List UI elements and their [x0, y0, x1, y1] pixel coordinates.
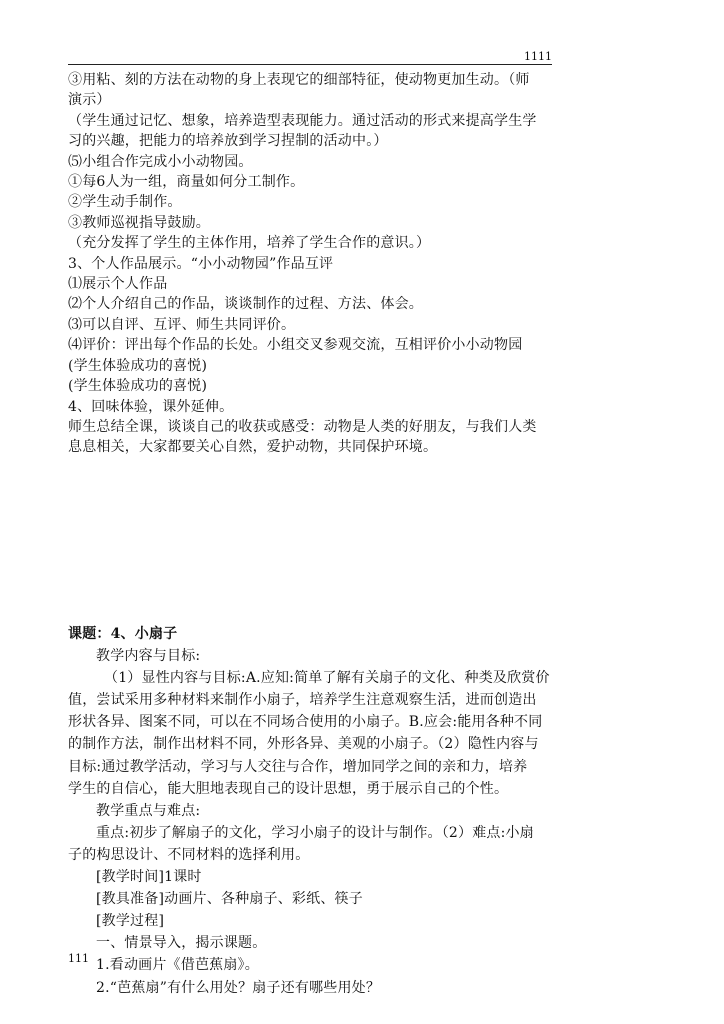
text-line: ⑸小组合作完成小小动物园。 [68, 153, 253, 170]
text-line: ③教师巡视指导鼓励。 [68, 214, 210, 231]
step-item: 1.看动画片《借芭蕉扇》。 [96, 957, 259, 974]
text-line: 值，尝试采用多种材料来制作小扇子，培养学生注意观察生活，进而创造出 [68, 692, 537, 709]
footer-page-number: 111 [68, 952, 89, 965]
text-line: 师生总结全课，谈谈自己的收获或感受：动物是人类的好朋友，与我们人类 [68, 418, 537, 435]
teaching-process: [教学过程] [96, 913, 165, 930]
objectives-heading: 教学内容与目标: [96, 648, 201, 665]
text-line: 息息相关，大家都要关心自然，爱护动物，共同保护环境。 [68, 439, 438, 456]
text-line: 子的构思设计、不同材料的选择利用。 [68, 846, 310, 863]
step-heading: 一、情景导入，揭示课题。 [96, 935, 267, 952]
lesson-fan [68, 623, 558, 999]
text-line: 学生的自信心，能大胆地表现自己的设计思想，勇于展示自己的个性。 [68, 780, 509, 797]
text-line: 重点:初步了解扇子的文化，学习小扇子的设计与制作。（2）难点:小扇 [96, 824, 534, 841]
text-line: ①每6人为一组，商量如何分工制作。 [68, 174, 305, 191]
text-line: 的制作方法，制作出材料不同，外形各异、美观的小扇子。（2）隐性内容与 [68, 736, 539, 753]
text-line: 形状各异、图案不同，可以在不同场合使用的小扇子。B.应会:能用各种不同 [68, 714, 543, 731]
text-line: (学生体验成功的喜悦) [68, 357, 208, 374]
step-item: 2.“芭蕉扇”有什么用处？扇子还有哪些用处？ [96, 979, 381, 996]
text-line: ③用粘、刻的方法在动物的身上表现它的细部特征，使动物更加生动。（师 [68, 72, 530, 88]
text-line: ⑶可以自评、互评、师生共同评价。 [68, 316, 296, 333]
text-line: 3、个人作品展示。“小小动物园”作品互评 [68, 255, 334, 272]
text-line: ⑵个人介绍自己的作品，谈谈制作的过程、方法、体会。 [68, 296, 423, 313]
text-line: (学生体验成功的喜悦) [68, 378, 208, 395]
lesson-title: 课题：4、小扇子 [68, 626, 178, 642]
text-line: （1）显性内容与目标:A.应知:简单了解有关扇子的文化、种类及欣赏价 [104, 670, 550, 687]
text-line: ⑷评价：评出每个作品的长处。小组交叉参观交流，互相评价小小动物园 [68, 337, 523, 354]
text-line: 习的兴趣，把能力的培养放到学习捏制的活动中。） [68, 133, 388, 150]
text-line: 演示） [68, 92, 111, 109]
header-rule [68, 64, 552, 65]
text-line: ②学生动手制作。 [68, 194, 182, 211]
text-line: 4、回味体验，课外延伸。 [68, 398, 234, 415]
text-line: （充分发挥了学生的主体作用，培养了学生合作的意识。） [68, 235, 431, 252]
text-line: ⑴展示个人作品 [68, 276, 168, 293]
key-points-heading: 教学重点与难点: [96, 802, 201, 819]
lesson-continuation [68, 70, 558, 458]
teaching-materials: [教具准备]动画片、各种扇子、彩纸、筷子 [96, 891, 363, 908]
teaching-time: [教学时间]1课时 [96, 869, 202, 886]
text-line: （学生通过记忆、想象，培养造型表现能力。通过活动的形式来提高学生学 [68, 112, 537, 129]
text-line: 目标:通过教学活动，学习与人交往与合作，增加同学之间的亲和力，培养 [68, 758, 528, 775]
header-page-number: 1111 [524, 50, 552, 63]
